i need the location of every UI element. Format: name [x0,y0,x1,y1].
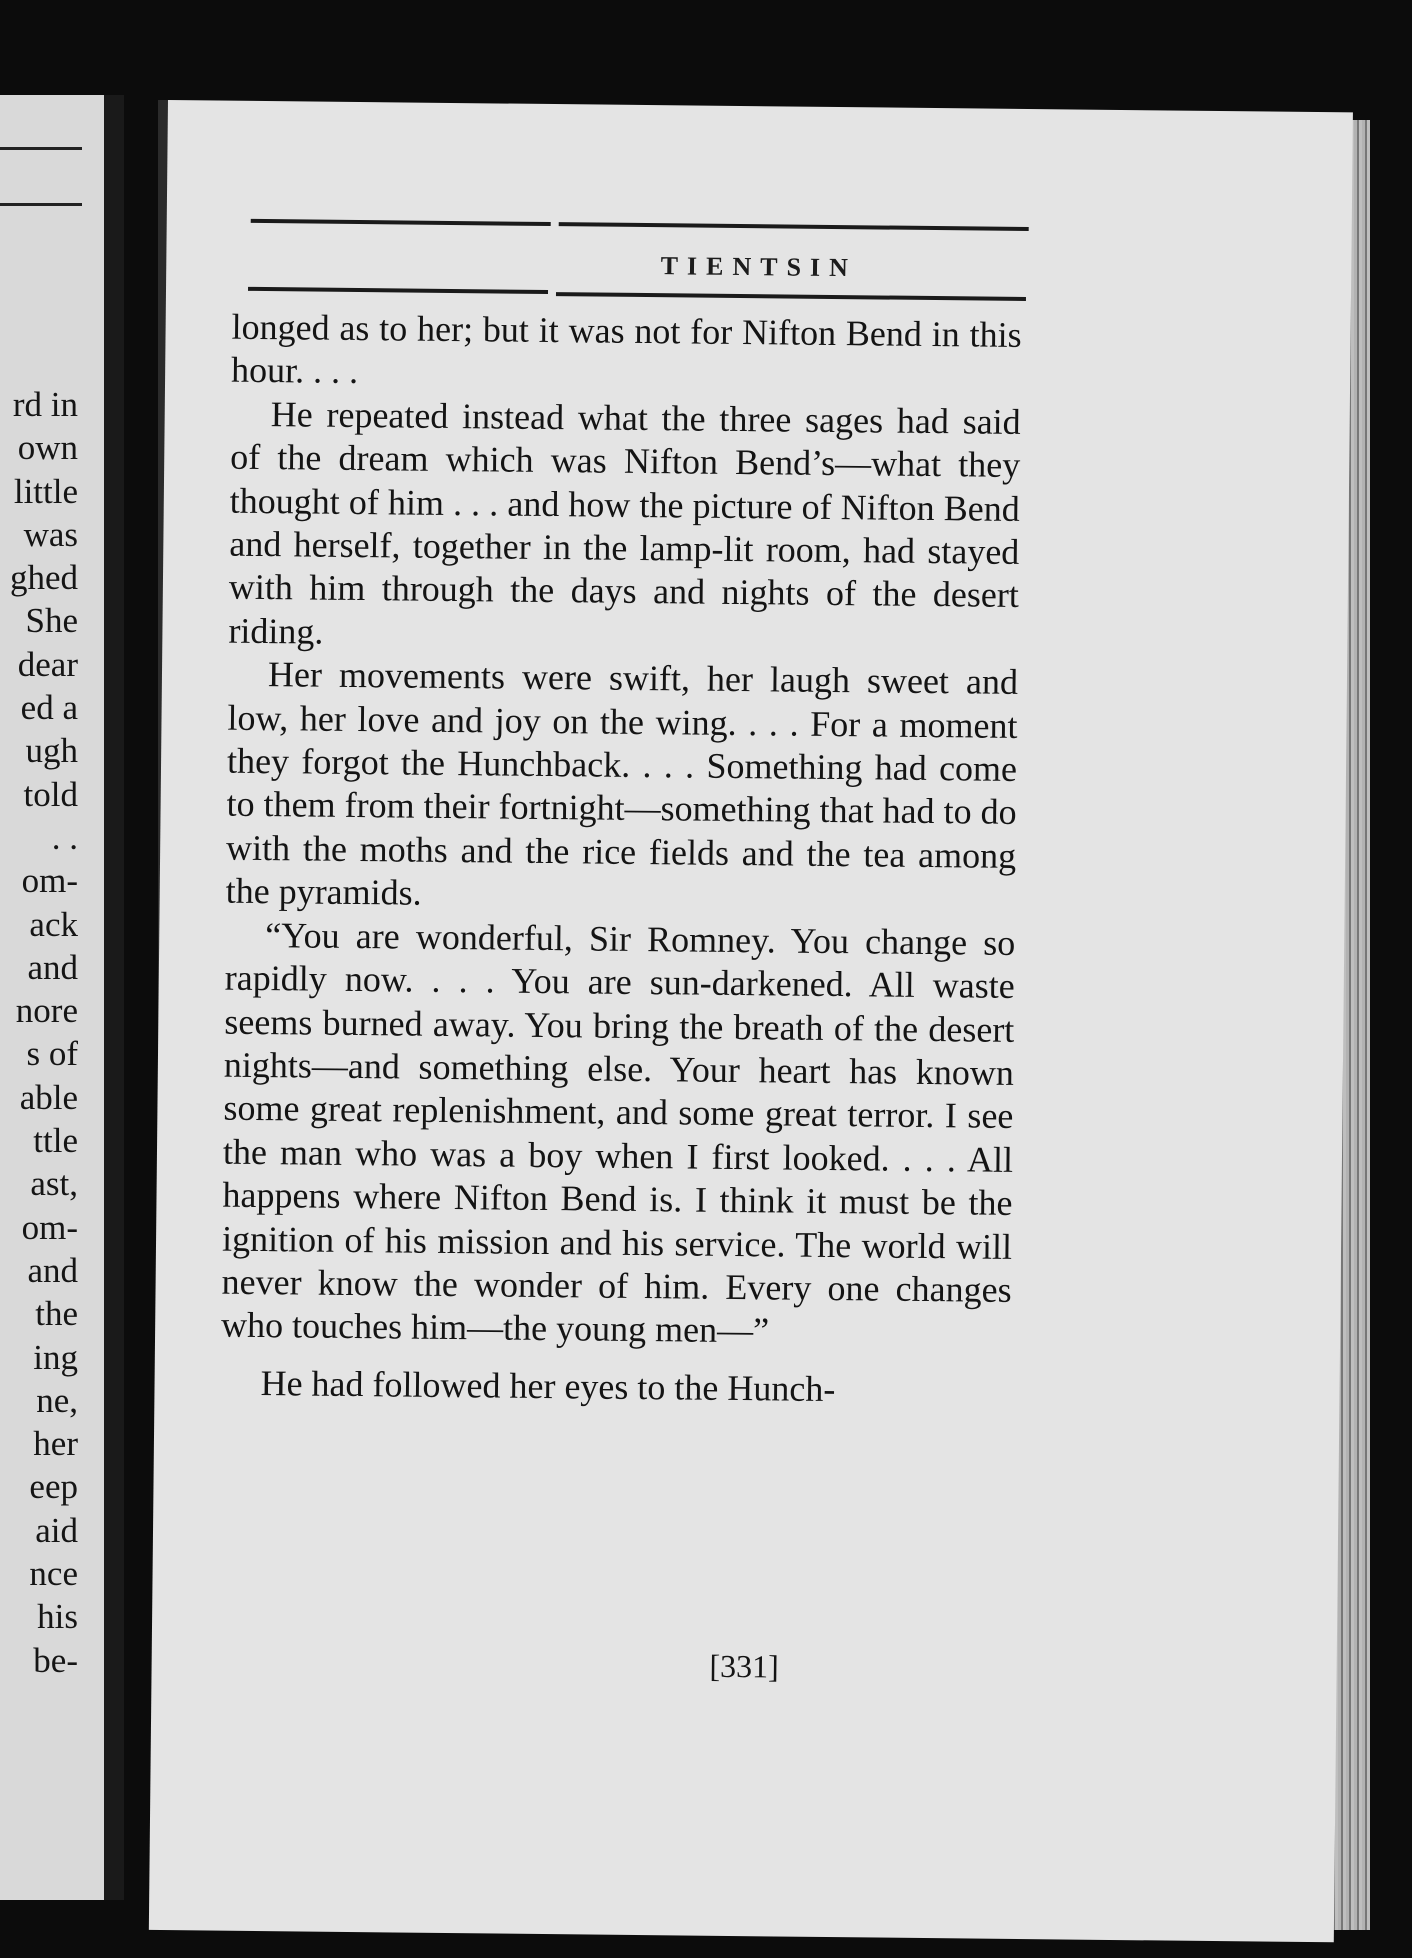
left-page-line: ast, [30,1164,78,1204]
left-page-line: om- [21,1207,78,1247]
left-page-line: told [23,774,78,814]
left-page-line: ne, [36,1380,78,1420]
left-page-line: be- [33,1640,78,1680]
paragraph: Her movements were swift, her laugh sweet and low, her love and joy on the wing. . . . For a moment they forgot the Hunchback. . . . Something had come to them from their fortnight—something that had to do with the moths and the rice fields and the tea among the pyramids. [225,654,1019,913]
left-page-line: nore [15,991,78,1031]
left-page-line: his [37,1597,78,1637]
header-rule [559,222,1029,231]
left-page-line: ed a [20,688,78,728]
left-page-line: ing [33,1337,78,1377]
left-page-line: ttle [33,1121,78,1161]
header-rule [251,219,551,226]
left-page-line: She [25,601,78,641]
gutter [104,95,124,1900]
paragraph: “You are wonderful, Sir Romney. You change so rapidly now. . . . You are sun-darkened. All waste seems burned away. You bring the breath of the desert nights—and something else. Your heart has known some great replenishment, and some great terror. I see the man who was a boy when I first looked. . . . All happens where Nifton Bend is. I think it must be the ignition of his mission and his service. The world will never know the wonder of him. Every one changes who touches him—the young men—” [220,914,1016,1351]
running-head: TIENTSIN [660,251,858,283]
left-page-line: was [23,514,78,554]
left-page-line: rd in [12,385,78,424]
paragraph: He repeated instead what the three sages had said of the dream which was Nifton Bend’s—what they thought of him . . . and how the picture of Nifton Bend and herself, together in the lamp-lit room, had stayed with him through the days and nights of the desert riding. [228,393,1021,652]
left-page-line: and [27,1250,78,1290]
left-page-line: ghed [9,558,78,598]
paragraph: He had followed her eyes to the Hunch- [260,1362,836,1409]
left-page-line: able [19,1077,78,1117]
left-page-line: dear [17,644,78,684]
left-page-line: little [13,471,78,511]
left-page-line: the [35,1294,78,1334]
left-page-line: her [33,1424,78,1464]
left-page-line: and [27,947,78,987]
left-page-line: aid [35,1510,78,1550]
book-page [149,100,1353,1942]
header-rule [248,287,548,294]
left-page-line: own [17,428,78,468]
left-page [0,95,120,1900]
page-number: [331] [709,1647,779,1685]
body-text [220,306,1021,1413]
left-page-line: ack [29,904,78,944]
left-page-line: ugh [25,731,78,771]
header-rule [556,292,1026,301]
left-page-line: nce [29,1554,78,1594]
paragraph: longed as to her; but it was not for Nifton Bend in this hour. . . . [230,306,1022,392]
left-page-line: s of [26,1034,78,1074]
left-page-line: eep [29,1467,78,1507]
left-page-line: om- [21,861,78,901]
left-header-rule [0,147,82,150]
left-page-line: . . [51,817,78,857]
left-header-rule [0,203,82,206]
left-page-text [0,383,78,1682]
